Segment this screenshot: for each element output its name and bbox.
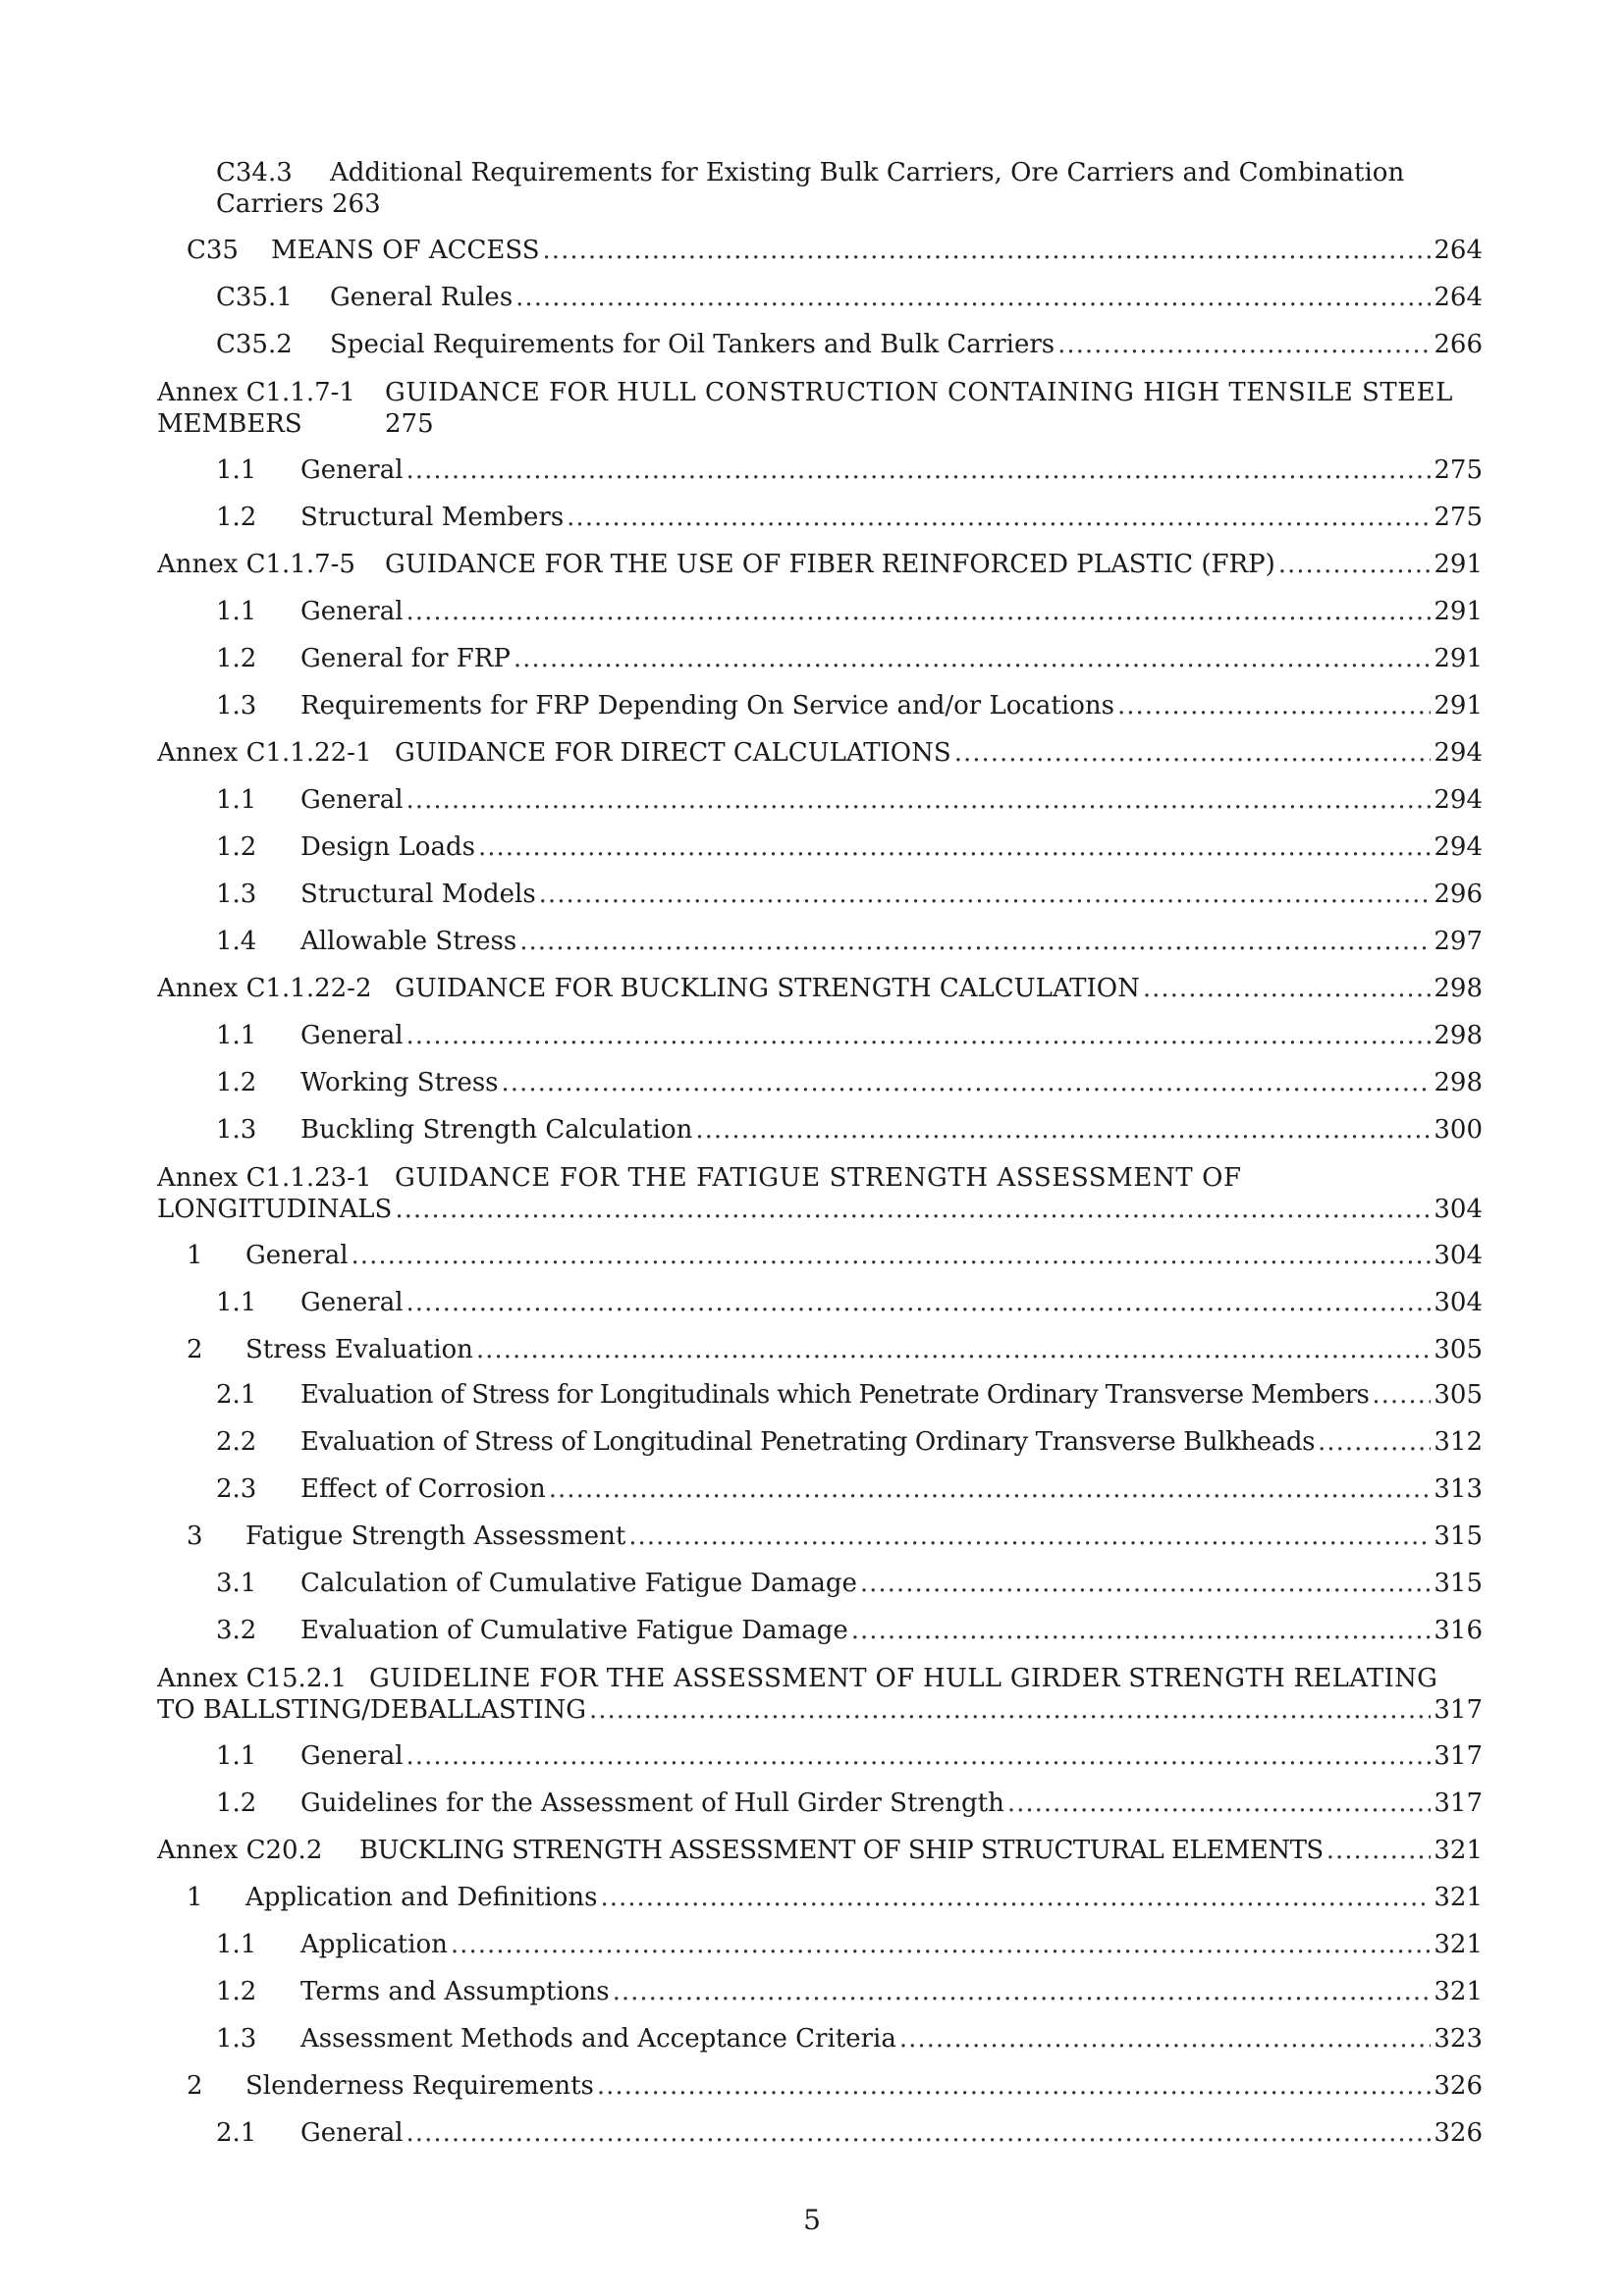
toc-entry-title: Fatigue Strength Assessment (245, 1522, 626, 1551)
toc-entry-page: 264 (1434, 283, 1483, 312)
toc-entry[interactable] (216, 1068, 1483, 1097)
toc-entry[interactable] (216, 1930, 1483, 1959)
toc-entry-page: 291 (1434, 550, 1483, 579)
toc-leader-dots (406, 2118, 1432, 2148)
toc-leader-dots (628, 1522, 1431, 1551)
toc-entry-title: Application and Definitions (245, 1883, 598, 1912)
toc-entry-number: Annex C1.1.23-1 (157, 1163, 372, 1193)
toc-leader-dots (549, 1474, 1432, 1504)
toc-entry-number: 3 (187, 1522, 203, 1551)
toc-entry-page: 298 (1434, 1021, 1483, 1050)
toc-leader-dots (1326, 1836, 1432, 1865)
toc-entry-number: 1.2 (216, 503, 257, 532)
toc-entry-title: Requirements for FRP Depending On Service and/or Locations (300, 691, 1114, 721)
toc-entry[interactable] (216, 1115, 1483, 1145)
toc-entry-page: 326 (1434, 2071, 1483, 2101)
toc-entry[interactable] (157, 1663, 1483, 1726)
toc-entry-page: 298 (1434, 1068, 1483, 1097)
toc-entry-page: 305 (1434, 1380, 1483, 1410)
toc-entry-page: 326 (1434, 2118, 1483, 2148)
toc-entry[interactable] (157, 1836, 1483, 1865)
toc-entry[interactable] (216, 927, 1483, 956)
toc-leader-dots (395, 1194, 1431, 1225)
toc-entry[interactable] (157, 550, 1483, 579)
toc-entry-page: 321 (1434, 1836, 1483, 1865)
toc-leader-dots (1117, 691, 1431, 721)
toc-entry-number: 2.3 (216, 1474, 257, 1504)
toc-entry[interactable] (216, 832, 1483, 862)
toc-entry-title: Guidelines for the Assessment of Hull Girder Strength (300, 1789, 1004, 1818)
toc-entry-title: General (300, 785, 404, 815)
toc-entry[interactable] (216, 2024, 1483, 2054)
toc-entry[interactable] (216, 283, 1483, 312)
toc-entry-page: 264 (1434, 236, 1483, 265)
toc-leader-dots (406, 1021, 1432, 1050)
toc-entry[interactable] (216, 1380, 1483, 1410)
toc-leader-dots (476, 1335, 1431, 1364)
toc-entry-page: 297 (1434, 927, 1483, 956)
toc-entry-title: Evaluation of Stress for Longitudinals which Penetrate Ordinary Transverse Members (300, 1380, 1370, 1410)
toc-entry-page: 315 (1434, 1569, 1483, 1598)
toc-entry-title: Buckling Strength Calculation (300, 1115, 693, 1145)
toc-entry-number: 1.3 (216, 2024, 257, 2054)
toc-entry-title: Evaluation of Stress of Longitudinal Penetrating Ordinary Transverse Bulkheads (300, 1427, 1316, 1457)
toc-entry-page: 304 (1434, 1195, 1483, 1224)
toc-entry-number: 1.2 (216, 1977, 257, 2006)
toc-entry-number: 1 (187, 1883, 203, 1912)
toc-entry-title: Structural Members (300, 503, 565, 532)
toc-entry-number: 1.1 (216, 1930, 257, 1959)
toc-entry-title: Assessment Methods and Acceptance Criteria (300, 2024, 896, 2054)
toc-entry-number: 1.1 (216, 785, 257, 815)
toc-entry[interactable] (216, 1021, 1483, 1050)
toc-entry-page: 323 (1434, 2024, 1483, 2054)
toc-entry[interactable] (157, 974, 1483, 1003)
toc-entry-number: 2.1 (216, 2118, 257, 2148)
toc-entry-number: 2 (187, 1335, 203, 1364)
toc-entry-page: 305 (1434, 1335, 1483, 1364)
toc-entry-page: 313 (1434, 1474, 1483, 1504)
toc-entry-title: GUIDANCE FOR THE FATIGUE STRENGTH ASSESSMENT OF (395, 1163, 1242, 1193)
toc-entry-title: GUIDANCE FOR HULL CONSTRUCTION CONTAINING HIGH TENSILE STEEL (385, 378, 1453, 407)
toc-leader-dots (406, 1288, 1432, 1317)
toc-entry-number: Annex C1.1.7-1 (157, 378, 355, 407)
toc-entry-title: Additional Requirements for Existing Bulk Carriers, Ore Carriers and Combination (330, 158, 1405, 187)
toc-leader-dots (502, 1068, 1432, 1097)
toc-leader-dots (352, 1241, 1432, 1270)
toc-leader-dots (954, 738, 1432, 768)
toc-entry-title: General (300, 1021, 404, 1050)
toc-leader-dots (519, 927, 1431, 956)
toc-entry[interactable] (216, 1789, 1483, 1818)
toc-entry[interactable] (157, 738, 1483, 768)
toc-entry-title: General Rules (330, 283, 514, 312)
toc-entry-title: General (245, 1241, 349, 1270)
toc-entry-number: 1.4 (216, 927, 257, 956)
toc-entry-number: 3.2 (216, 1616, 257, 1645)
toc-entry[interactable] (216, 597, 1483, 626)
toc-leader-dots (539, 880, 1432, 909)
toc-entry-number: 2 (187, 2071, 203, 2101)
toc-entry[interactable] (216, 455, 1483, 485)
toc-entry-number: Annex C1.1.7-5 (157, 550, 355, 579)
toc-entry-page: 312 (1434, 1427, 1483, 1457)
toc-entry-page: 321 (1434, 1883, 1483, 1912)
toc-entry-title: GUIDANCE FOR DIRECT CALCULATIONS (395, 738, 951, 768)
toc-entry-number: C35.2 (216, 330, 293, 359)
toc-entry-page: 294 (1434, 785, 1483, 815)
toc-entry[interactable] (216, 1616, 1483, 1645)
toc-entry-page: 316 (1434, 1616, 1483, 1645)
toc-entry-title: Effect of Corrosion (300, 1474, 546, 1504)
toc-entry-page: 275 (1434, 503, 1483, 532)
toc-entry[interactable] (216, 785, 1483, 815)
toc-leader-dots (451, 1930, 1431, 1959)
toc-entry[interactable] (216, 157, 1483, 220)
toc-entry-title: GUIDANCE FOR THE USE OF FIBER REINFORCED PLASTIC (FRP) (385, 550, 1275, 579)
toc-entry[interactable] (187, 1522, 1483, 1551)
toc-entry[interactable] (187, 2071, 1483, 2101)
toc-leader-dots (600, 1883, 1431, 1912)
toc-leader-dots (406, 1741, 1432, 1771)
toc-entry-number: C34.3 (216, 158, 293, 187)
toc-entry-title: Design Loads (300, 832, 475, 862)
toc-leader-dots (406, 785, 1432, 815)
toc-leader-dots (695, 1115, 1431, 1145)
toc-entry-page: 266 (1434, 330, 1483, 359)
toc-entry-title: Terms and Assumptions (300, 1977, 610, 2006)
toc-entry[interactable] (157, 377, 1483, 440)
toc-entry-number: C35.1 (216, 283, 293, 312)
toc-entry[interactable] (216, 1569, 1483, 1598)
toc-leader-dots (406, 455, 1432, 485)
toc-entry-page: 300 (1434, 1115, 1483, 1145)
toc-entry-page: 291 (1434, 644, 1483, 673)
toc-entry-number: 2.2 (216, 1427, 257, 1457)
toc-entry-number: C35 (187, 236, 239, 265)
toc-entry-page: 296 (1434, 880, 1483, 909)
toc-entry-page: 275 (1434, 455, 1483, 485)
toc-entry-page: 291 (1434, 597, 1483, 626)
toc-entry-title: Evaluation of Cumulative Fatigue Damage (300, 1616, 848, 1645)
toc-entry-number: Annex C15.2.1 (157, 1664, 348, 1693)
toc-entry[interactable] (216, 2118, 1483, 2148)
toc-entry-number: 1.2 (216, 644, 257, 673)
toc-leader-dots (589, 1694, 1431, 1726)
toc-entry-number: 1.3 (216, 1115, 257, 1145)
toc-entry-continuation: MEMBERS (157, 409, 302, 439)
toc-entry-title: BUCKLING STRENGTH ASSESSMENT OF SHIP STRUCTURAL ELEMENTS (359, 1836, 1324, 1865)
toc-leader-dots (567, 503, 1431, 532)
toc-entry-title: GUIDANCE FOR BUCKLING STRENGTH CALCULATION (395, 974, 1140, 1003)
toc-entry-title: General for FRP (300, 644, 511, 673)
toc-entry-number: 1.3 (216, 691, 257, 721)
toc-entry-title: General (300, 455, 404, 485)
toc-entry[interactable] (216, 1741, 1483, 1771)
toc-entry-title: Structural Models (300, 880, 536, 909)
toc-leader-dots (899, 2024, 1432, 2054)
toc-entry[interactable] (216, 1474, 1483, 1504)
toc-leader-dots (543, 236, 1432, 265)
toc-entry-page: 294 (1434, 832, 1483, 862)
toc-entry-title: MEANS OF ACCESS (271, 236, 540, 265)
toc-entry-title: General (300, 1741, 404, 1771)
toc-entry-number: 2.1 (216, 1380, 257, 1410)
toc-entry-title: Working Stress (300, 1068, 499, 1097)
toc-leader-dots (1372, 1380, 1431, 1410)
toc-leader-dots (1057, 330, 1431, 359)
toc-entry-page: 321 (1434, 1977, 1483, 2006)
toc-entry-title: Stress Evaluation (245, 1335, 473, 1364)
toc-entry[interactable] (216, 1288, 1483, 1317)
toc-entry-title: Special Requirements for Oil Tankers and Bulk Carriers (330, 330, 1056, 359)
toc-entry-page: 304 (1434, 1241, 1483, 1270)
toc-leader-dots (514, 644, 1431, 673)
toc-leader-dots (478, 832, 1431, 862)
toc-entry-title: General (300, 1288, 404, 1317)
toc-entry-continuation: LONGITUDINALS (157, 1195, 393, 1224)
toc-leader-dots (1007, 1789, 1432, 1818)
toc-entry[interactable] (187, 236, 1483, 265)
toc-entry-number: 1.2 (216, 832, 257, 862)
toc-entry-number: Annex C20.2 (157, 1836, 323, 1865)
toc-entry[interactable] (216, 644, 1483, 673)
toc-entry-page: 298 (1434, 974, 1483, 1003)
toc-entry-page: 317 (1434, 1789, 1483, 1818)
toc-entry-number: Annex C1.1.22-2 (157, 974, 372, 1003)
toc-entry[interactable] (187, 1883, 1483, 1912)
toc-entry-title: Application (300, 1930, 448, 1959)
toc-entry[interactable] (216, 503, 1483, 532)
toc-entry-title: GUIDELINE FOR THE ASSESSMENT OF HULL GIRDER STRENGTH RELATING (369, 1664, 1438, 1693)
toc-entry-number: 1.1 (216, 455, 257, 485)
toc-leader-dots (851, 1616, 1432, 1645)
toc-entry-page: 291 (1434, 691, 1483, 721)
toc-entry-number: 3.1 (216, 1569, 257, 1598)
toc-entry-number: 1.1 (216, 1288, 257, 1317)
toc-entry-page: 321 (1434, 1930, 1483, 1959)
page-number: 5 (803, 2204, 821, 2236)
toc-entry-title: General (300, 597, 404, 626)
toc-entry-page: 317 (1434, 1741, 1483, 1771)
toc-entry-number: 1.1 (216, 1741, 257, 1771)
toc-entry-continuation: Carriers 263 (216, 189, 381, 219)
toc-entry-continuation: TO BALLSTING/DEBALLASTING (157, 1695, 586, 1725)
toc-leader-dots (860, 1569, 1431, 1598)
toc-entry-number: 1.1 (216, 597, 257, 626)
toc-entry-number: Annex C1.1.22-1 (157, 738, 372, 768)
toc-leader-dots (1318, 1427, 1431, 1457)
toc-entry-number: 1.3 (216, 880, 257, 909)
toc-leader-dots (597, 2071, 1432, 2101)
toc-entry-number: 1.1 (216, 1021, 257, 1050)
toc-leader-dots (1143, 974, 1431, 1003)
toc-entry-page: 317 (1434, 1695, 1483, 1725)
toc-leader-dots (1278, 550, 1432, 579)
toc-entry-title: Allowable Stress (300, 927, 517, 956)
toc-entry-title: Calculation of Cumulative Fatigue Damage (300, 1569, 857, 1598)
toc-leader-dots (406, 597, 1432, 626)
toc-entry-page: 304 (1434, 1288, 1483, 1317)
toc-entry-number: 1.2 (216, 1789, 257, 1818)
toc-leader-dots (613, 1977, 1432, 2006)
toc-entry[interactable] (216, 330, 1483, 359)
toc-entry[interactable] (216, 691, 1483, 721)
toc-entry-page: 294 (1434, 738, 1483, 768)
toc-entry-number: 1 (187, 1241, 203, 1270)
toc-entry-number: 1.2 (216, 1068, 257, 1097)
toc-entry[interactable] (157, 1162, 1483, 1225)
toc-entry[interactable] (187, 1335, 1483, 1364)
toc-entry-title: Slenderness Requirements (245, 2071, 594, 2101)
toc-entry-title: General (300, 2118, 404, 2148)
toc-leader-dots (515, 283, 1431, 312)
toc-entry[interactable] (216, 880, 1483, 909)
toc-entry[interactable] (216, 1427, 1483, 1457)
toc-entry[interactable] (216, 1977, 1483, 2006)
toc-entry-page: 275 (385, 409, 434, 439)
toc-entry[interactable] (187, 1241, 1483, 1270)
toc-entry-page: 315 (1434, 1522, 1483, 1551)
